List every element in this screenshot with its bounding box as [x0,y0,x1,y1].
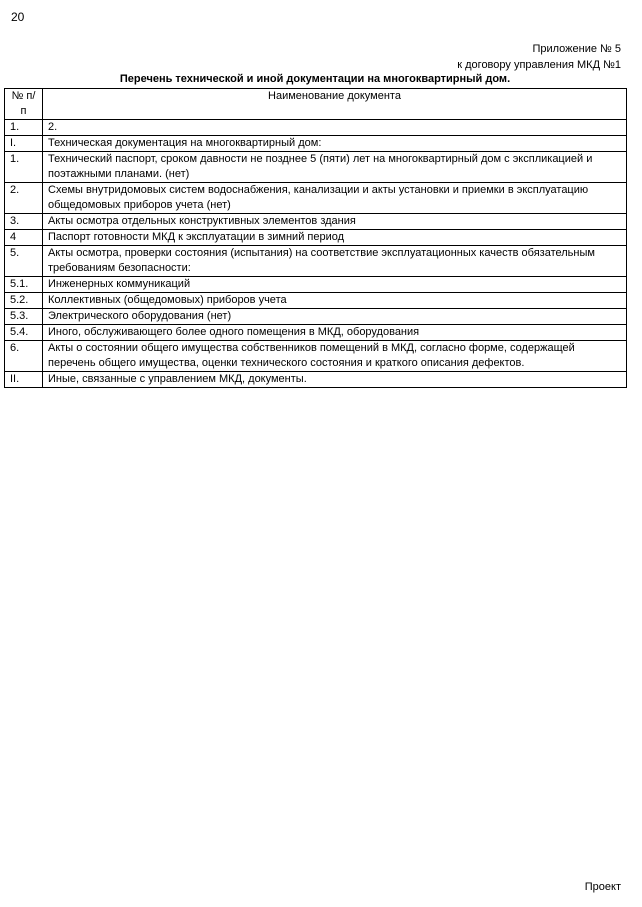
table-row [5,277,627,293]
appendix-label: Приложение № 5 [532,43,621,55]
row-document-name: 2. [43,120,627,136]
table-header-row [5,89,627,120]
row-number: 1. [5,120,43,136]
column-header-number: № п/п [5,89,43,120]
row-document-name: Акты осмотра отдельных конструктивных элементов здания [43,214,627,230]
documents-table [4,88,627,388]
row-document-name: Технический паспорт, сроком давности не позднее 5 (пяти) лет на многоквартирный дом с экспликацией и поэтажными планами. (нет) [43,152,627,183]
page-number: 20 [11,10,25,24]
table-row [5,372,627,388]
table-row [5,136,627,152]
table-row [5,309,627,325]
table-row [5,120,627,136]
document-title: Перечень технической и иной документации на многоквартирный дом. [119,73,511,85]
row-number: 5.2. [5,293,43,309]
table-row [5,246,627,277]
table-row [5,183,627,214]
table-row [5,230,627,246]
row-number: 6. [5,341,43,372]
row-document-name: Акты осмотра, проверки состояния (испытания) на соответствие эксплуатационных качеств обязательным требованиям безопасности: [43,246,627,277]
row-number: 5.1. [5,277,43,293]
column-header-document-name: Наименование документа [43,89,627,120]
table-row [5,325,627,341]
row-number: 4 [5,230,43,246]
row-number: 2. [5,183,43,214]
row-document-name: Паспорт готовности МКД к эксплуатации в зимний период [43,230,627,246]
row-document-name: Акты о состоянии общего имущества собственников помещений в МКД, согласно форме, содержащей перечень общего имущества, оценки технического состояния и краткого описания дефектов. [43,341,627,372]
row-document-name: Инженерных коммуникаций [43,277,627,293]
row-document-name: Схемы внутридомовых систем водоснабжения, канализации и акты установки и приемки в эксплуатацию общедомовых приборов учета (нет) [43,183,627,214]
row-number: I. [5,136,43,152]
row-number: 5. [5,246,43,277]
row-number: 5.4. [5,325,43,341]
table-row [5,214,627,230]
row-document-name: Иные, связанные с управлением МКД, документы. [43,372,627,388]
table-row [5,341,627,372]
row-document-name: Коллективных (общедомовых) приборов учета [43,293,627,309]
row-number: 3. [5,214,43,230]
row-number: II. [5,372,43,388]
contract-reference: к договору управления МКД №1 [457,59,621,71]
row-document-name: Иного, обслуживающего более одного помещения в МКД, оборудования [43,325,627,341]
draft-label: Проект [584,881,621,893]
row-number: 1. [5,152,43,183]
row-document-name: Электрического оборудования (нет) [43,309,627,325]
table-row [5,152,627,183]
row-document-name: Техническая документация на многоквартирный дом: [43,136,627,152]
table-row [5,293,627,309]
appendix-header [457,41,621,73]
row-number: 5.3. [5,309,43,325]
